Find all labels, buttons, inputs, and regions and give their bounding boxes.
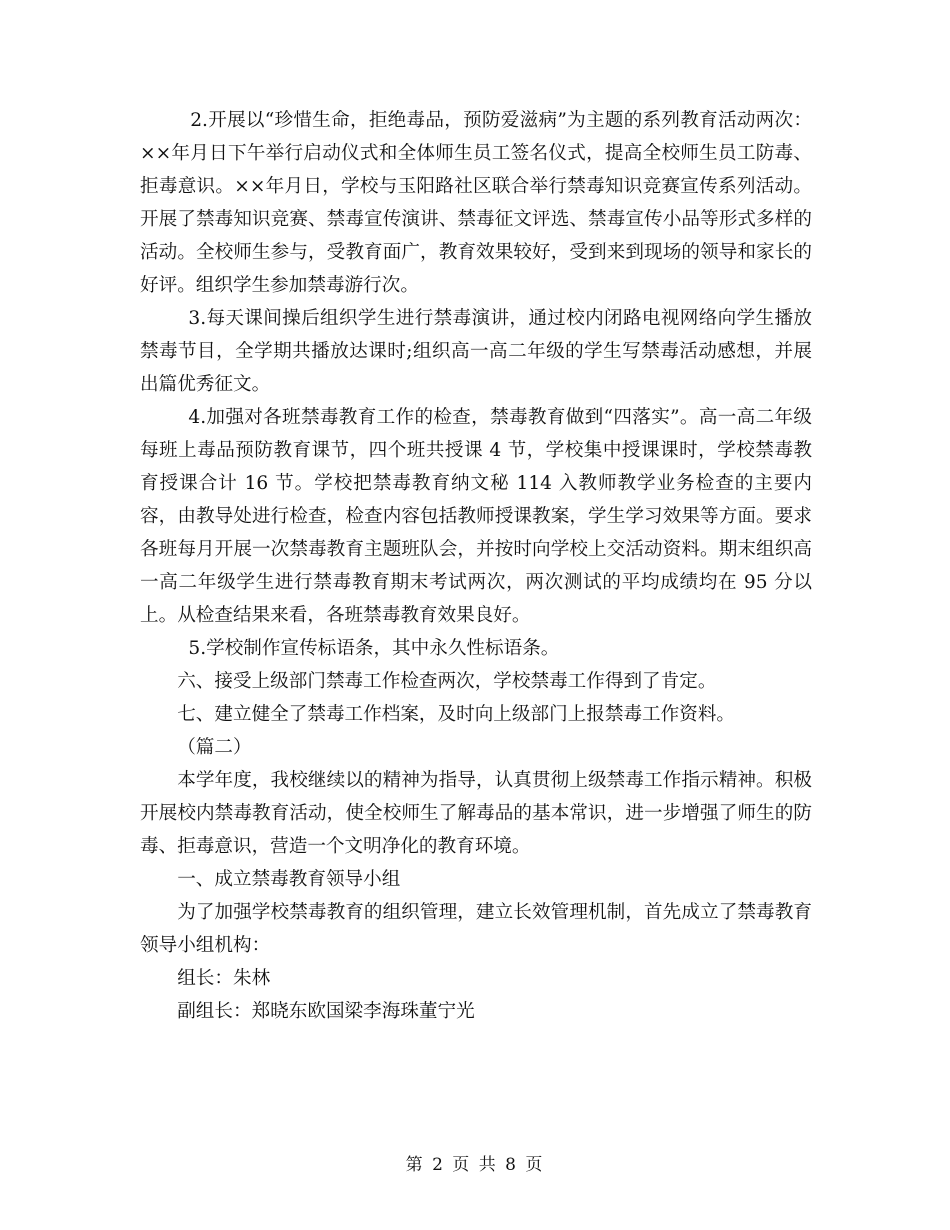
part-two-heading: （篇二）	[177, 737, 252, 758]
paragraph-item-5: 5.学校制作宣传标语条，其中永久性标语条。	[188, 638, 560, 659]
paragraph-intro: 本学年度，我校继续以的精神为指导，认真贯彻上级禁毒工作指示精神。积极开展校内禁毒教育活动，使全校师生了解毒品的基本常识，进一步增强了师生的防毒、拒毒意识，营造一个文明净化的教育环境。	[140, 770, 812, 857]
section-heading-1: 一、成立禁毒教育领导小组	[177, 869, 401, 890]
paragraph-item-3: 3.每天课间操后组织学生进行禁毒演讲，通过校内闭路电视网络向学生播放禁毒节目，全学期共播放达课时;组织高一高二年级的学生写禁毒活动感想，并展出篇优秀征文。	[140, 308, 812, 395]
paragraph-section-6: 六、接受上级部门禁毒工作检查两次，学校禁毒工作得到了肯定。	[177, 671, 717, 692]
paragraph-org: 为了加强学校禁毒教育的组织管理，建立长效管理机制，首先成立了禁毒教育领导小组机构：	[140, 902, 812, 956]
deputy-leader-line: 副组长：郑晓东欧国梁李海珠董宁光	[177, 1001, 475, 1022]
paragraph-item-2: 2.开展以“珍惜生命，拒绝毒品，预防爱滋病”为主题的系列教育活动两次：××年月日下午举行启动仪式和全体师生员工签名仪式，提高全校师生员工防毒、拒毒意识。××年月日，学校与玉阳路社区联合举行禁毒知识竞赛宣传系列活动。开展了禁毒知识竞赛、禁毒宣传演讲、禁毒征文评选、禁毒宣传小品等形式多样的活动。全校师生参与，受教育面广，教育效果较好，受到来到现场的领导和家长的好评。组织学生参加禁毒游行次。	[140, 110, 812, 296]
document-body	[140, 104, 812, 1028]
page-footer: 第 2 页 共 8 页	[405, 1155, 545, 1175]
leader-line: 组长：朱林	[177, 968, 271, 989]
paragraph-section-7: 七、建立健全了禁毒工作档案，及时向上级部门上报禁毒工作资料。	[177, 704, 736, 725]
paragraph-item-4: 4.加强对各班禁毒教育工作的检查，禁毒教育做到“四落实”。高一高二年级每班上毒品预防教育课节，四个班共授课 4 节，学校集中授课课时，学校禁毒教育授课合计 16 节。学校把禁毒教育纳文秘 114 入教师教学业务检查的主要内容，由教导处进行检查，检查内容包括教师授课教案，学生学习效果等方面。要求各班每月开展一次禁毒教育主题班队会，并按时向学校上交活动资料。期末组织高一高二年级学生进行禁毒教育期末考试两次，两次测试的平均成绩均在 95 分以上。从检查结果来看，各班禁毒教育效果良好。	[140, 407, 812, 626]
